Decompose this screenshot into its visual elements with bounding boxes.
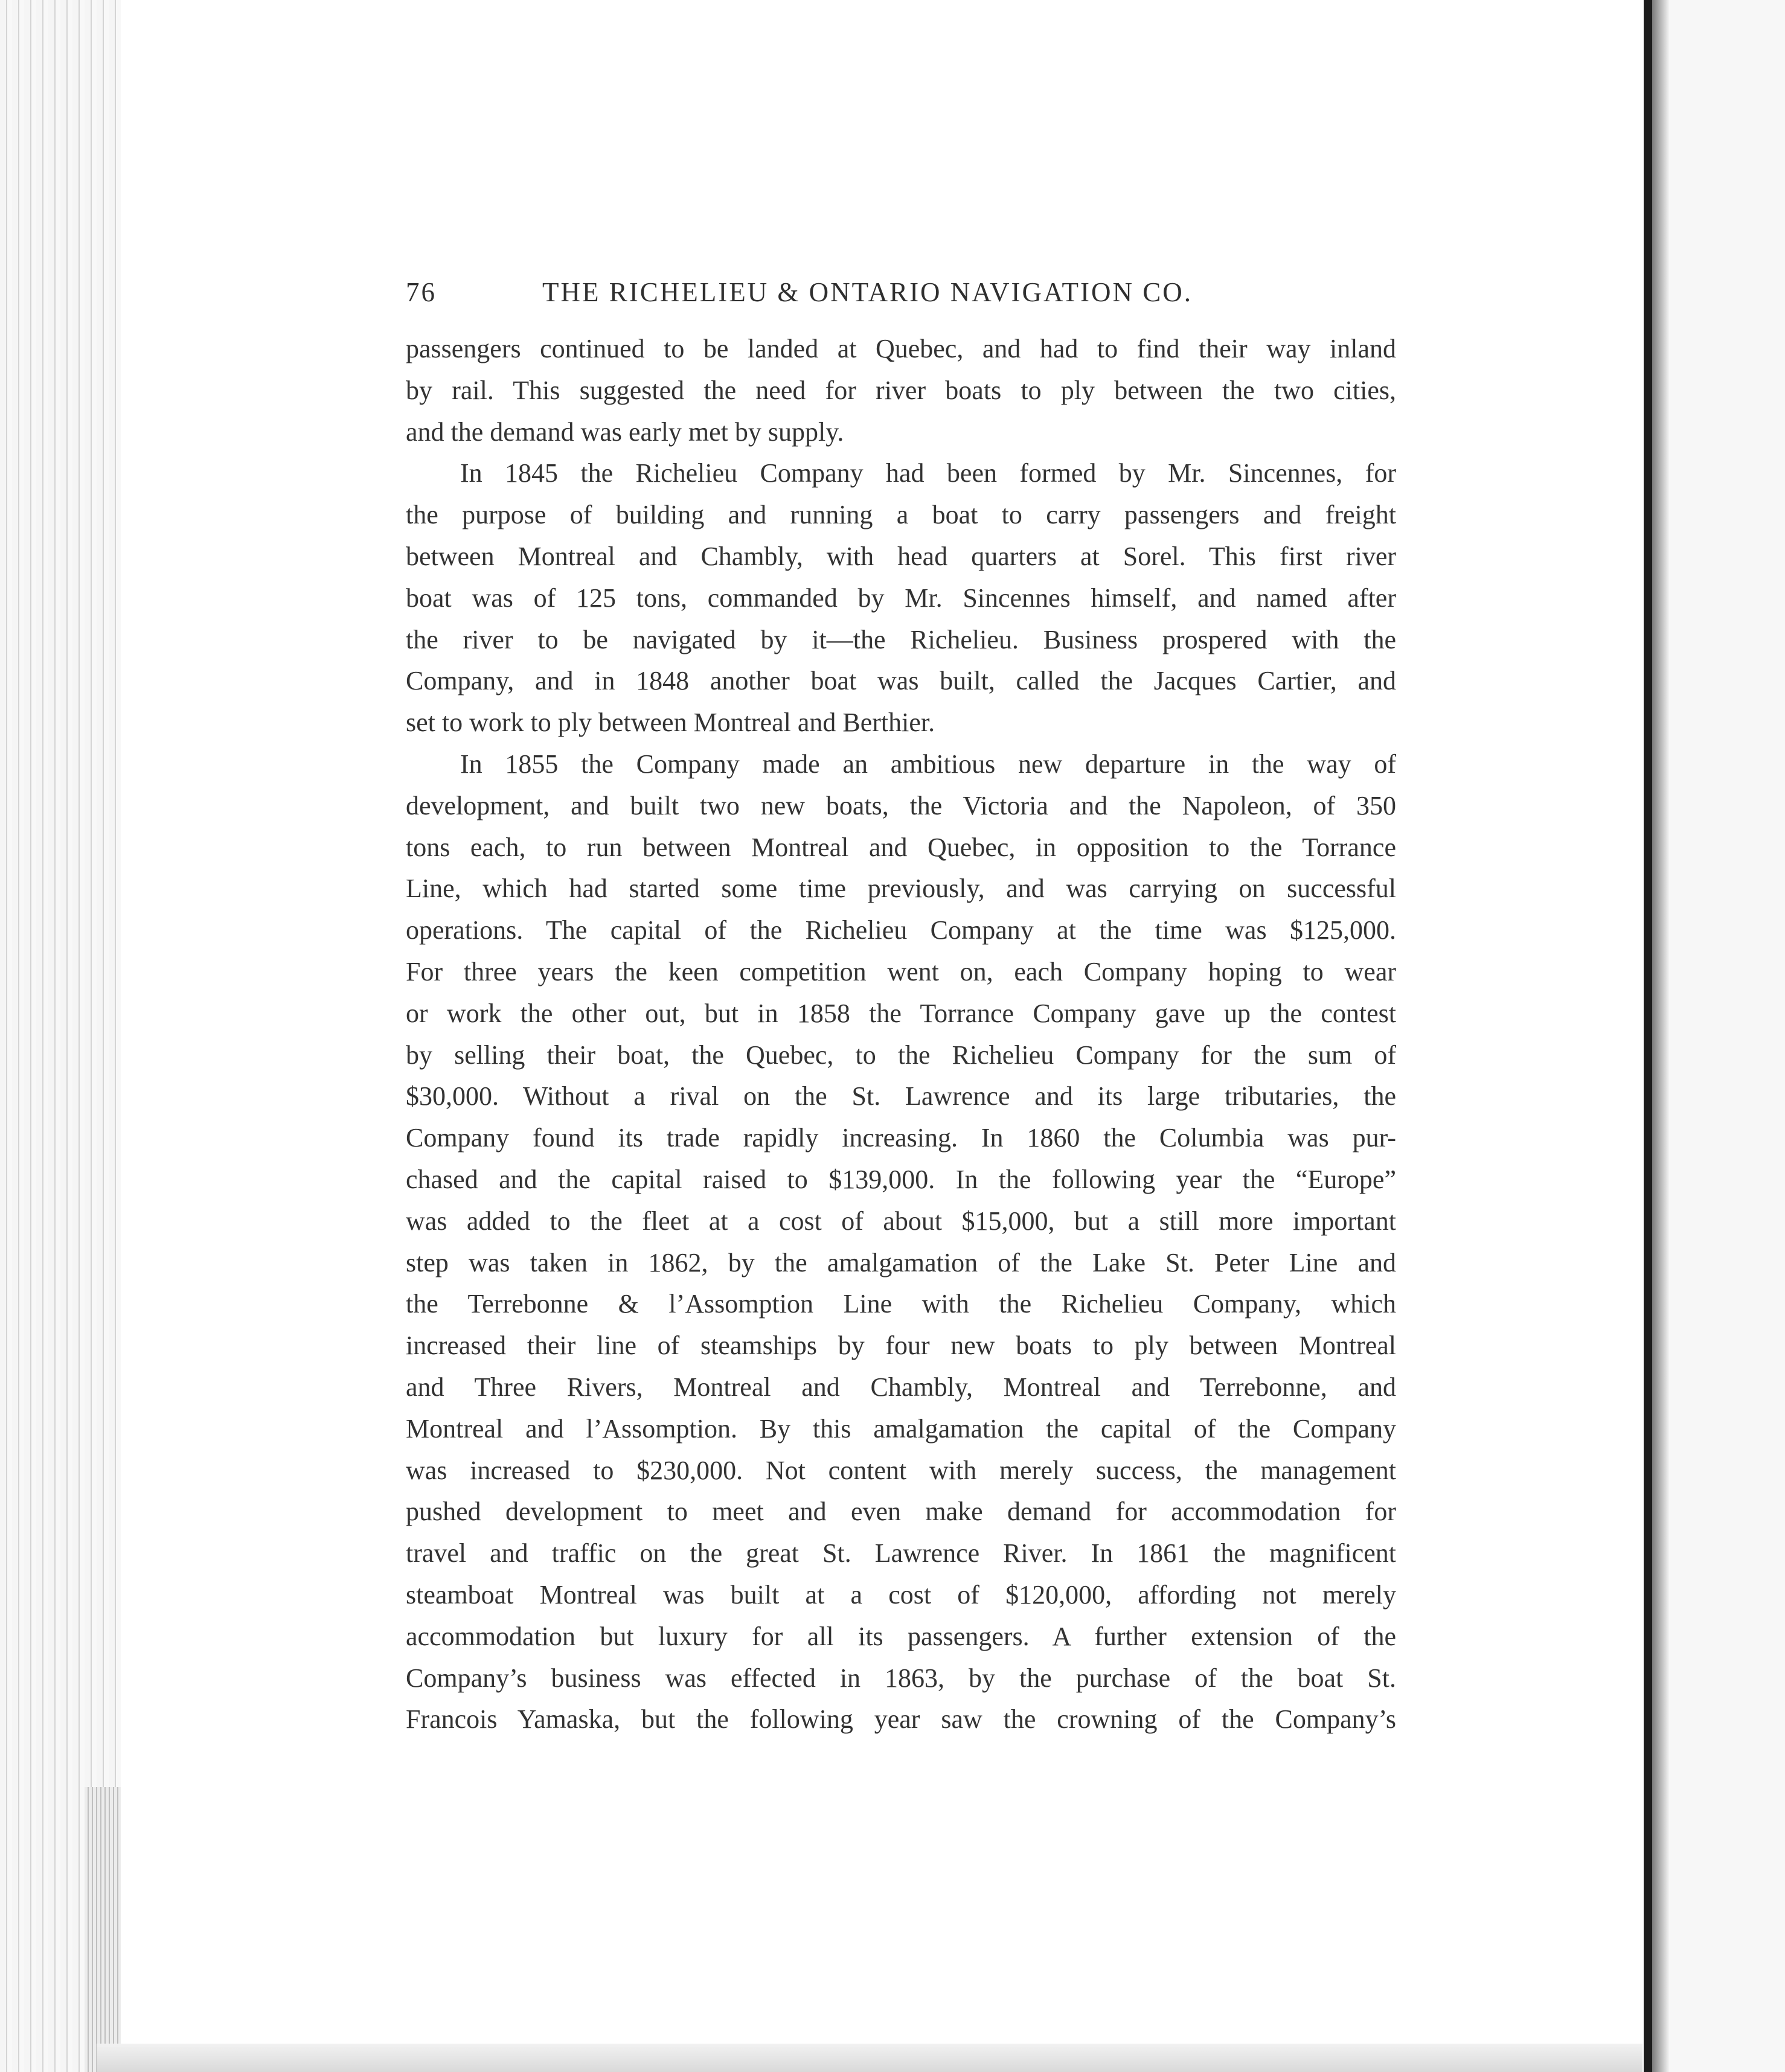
text-line: operations. The capital of the Richelieu Company at the time was $125,000.	[406, 915, 1396, 945]
text-line: was increased to $230,000. Not content with merely success, the management	[406, 1455, 1396, 1485]
text-line: between Montreal and Chambly, with head quarters at Sorel. This first river	[406, 541, 1396, 571]
body-text	[406, 328, 1396, 1741]
text-line: pushed development to meet and even make demand for accommodation for	[406, 1497, 1396, 1527]
text-line: For three years the keen competition went on, each Company hoping to wear	[406, 956, 1396, 986]
text-line: steamboat Montreal was built at a cost of $120,000, affording not merely	[406, 1579, 1396, 1610]
text-line: and the demand was early met by supply.	[406, 417, 844, 447]
text-line: boat was of 125 tons, commanded by Mr. Sincennes himself, and named after	[406, 583, 1396, 613]
running-header	[406, 277, 1396, 319]
page-edge-stack	[0, 0, 121, 2072]
text-line: was added to the fleet at a cost of about $15,000, but a still more important	[406, 1206, 1396, 1236]
text-line: by selling their boat, the Quebec, to the Richelieu Company for the sum of	[406, 1040, 1396, 1070]
text-line: set to work to ply between Montreal and Berthier.	[406, 708, 935, 738]
text-line: passengers continued to be landed at Quebec, and had to find their way inland	[406, 334, 1396, 363]
text-line: and Three Rivers, Montreal and Chambly, Montreal and Terrebonne, and	[406, 1372, 1396, 1402]
text-line: development, and built two new boats, the Victoria and the Napoleon, of 350	[406, 790, 1396, 820]
text-line: In 1855 the Company made an ambitious new departure in the way of	[460, 749, 1396, 779]
text-line: the purpose of building and running a boat to carry passengers and freight	[406, 500, 1396, 530]
text-line: the Terrebonne & l’Assomption Line with the Richelieu Company, which	[406, 1289, 1396, 1319]
page-bottom-edge	[97, 2044, 1642, 2072]
text-line: or work the other out, but in 1858 the Torrance Company gave up the contest	[406, 998, 1396, 1028]
text-line: In 1845 the Richelieu Company had been formed by Mr. Sincennes, for	[460, 458, 1396, 488]
text-line: Francois Yamaska, but the following year saw the crowning of the Company’s	[406, 1704, 1396, 1735]
book-gutter	[1644, 0, 1652, 2072]
facing-page-edge	[1669, 0, 1785, 2072]
text-line: increased their line of steamships by four new boats to ply between Montreal	[406, 1331, 1396, 1361]
page-number: 76	[406, 277, 437, 307]
text-line: the river to be navigated by it—the Richelieu. Business prospered with the	[406, 624, 1396, 654]
text-line: Line, which had started some time previously, and was carrying on successful	[406, 874, 1396, 904]
paragraph	[406, 328, 1396, 453]
text-line: Company found its trade rapidly increasing. In 1860 the Columbia was pur-	[406, 1123, 1396, 1153]
paragraph	[406, 453, 1396, 744]
text-line: by rail. This suggested the need for river boats to ply between the two cities,	[406, 375, 1396, 405]
paragraph	[406, 744, 1396, 1741]
text-line: Montreal and l’Assomption. By this amalgamation the capital of the Company	[406, 1413, 1396, 1444]
text-line: step was taken in 1862, by the amalgamation of the Lake St. Peter Line and	[406, 1247, 1396, 1277]
text-line: travel and traffic on the great St. Lawrence River. In 1861 the magnificent	[406, 1538, 1396, 1568]
text-line: Company’s business was effected in 1863, by the purchase of the boat St.	[406, 1663, 1396, 1693]
gutter-shadow	[1652, 0, 1669, 2072]
text-line: Company, and in 1848 another boat was built, called the Jacques Cartier, and	[406, 666, 1396, 696]
text-line: $30,000. Without a rival on the St. Lawrence and its large tributaries, the	[406, 1081, 1396, 1111]
page-edge-stack-lower	[85, 1787, 121, 2072]
running-title: THE RICHELIEU & ONTARIO NAVIGATION CO.	[542, 277, 1193, 307]
text-line: chased and the capital raised to $139,000. In the following year the “Europe”	[406, 1164, 1396, 1194]
text-line: accommodation but luxury for all its passengers. A further extension of the	[406, 1621, 1396, 1651]
text-line: tons each, to run between Montreal and Quebec, in opposition to the Torrance	[406, 832, 1396, 862]
